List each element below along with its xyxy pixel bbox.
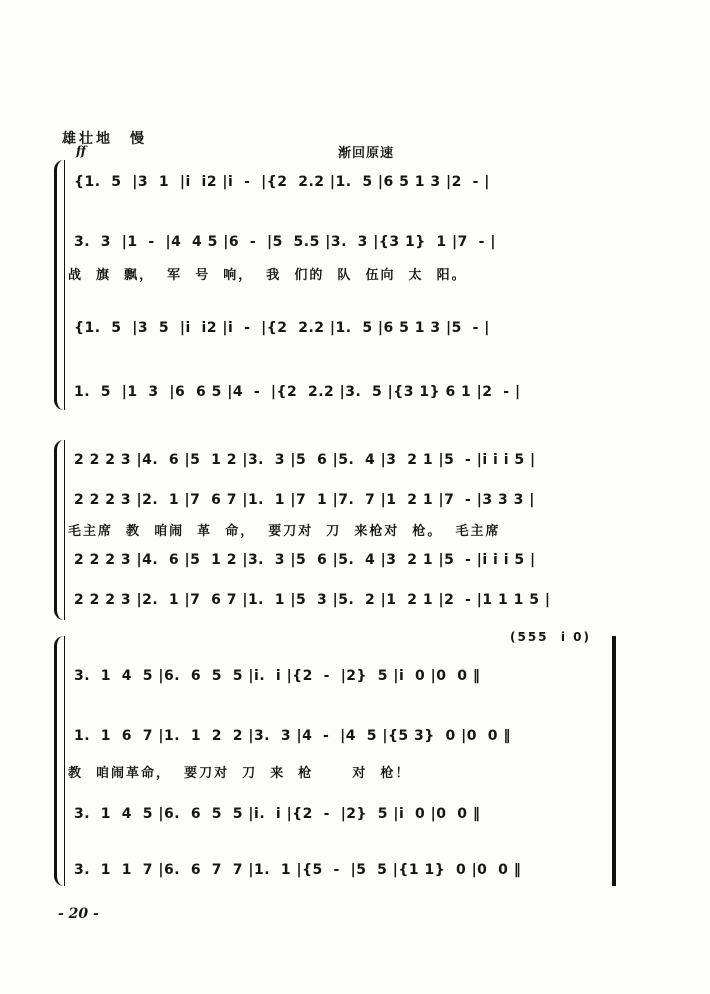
staff-soprano: {1. 5 |3 1 |i i2 |i - |{2 2.2 |1. 5 |6 5 1 3 |2 - | [74,174,490,190]
system-barline [64,160,65,410]
staff-tenor: 2 2 2 3 |4. 6 |5 1 2 |3. 3 |5 6 |5. 4 |3 2 1 |5 - |i i i 5 | [74,552,536,568]
system-brace [54,160,67,410]
score-system-3 [60,630,620,886]
staff-soprano: 2 2 2 3 |4. 6 |5 1 2 |3. 3 |5 6 |5. 4 |3 2 1 |5 - |i i i 5 | [74,452,536,468]
score-system-2 [60,440,620,620]
dynamic-mark: ff [76,144,86,158]
score-system-1 [60,160,620,410]
system-brace [54,440,67,620]
tempo-change: 渐回原速 [338,146,395,161]
lyric-line: 教 咱闹革命， 要刀对 刀 来 枪 对 枪！ [68,766,411,781]
staff-bass: 1. 5 |1 3 |6 6 5 |4 - |{2 2.2 |3. 5 |{3 1} 6 1 |2 - | [74,384,521,400]
staff-alto: 2 2 2 3 |2. 1 |7 6 7 |1. 1 |7 1 |7. 7 |1 2 1 |7 - |3 3 3 | [74,492,535,508]
staff-soprano: 3. 1 4 5 |6. 6 5 5 |i. i |{2 - |2} 5 |i 0 |0 0 ‖ [74,668,481,684]
page-number: - 20 - [58,906,99,922]
system-barline [64,636,65,886]
system-barline [64,440,65,620]
staff-tenor: {1. 5 |3 5 |i i2 |i - |{2 2.2 |1. 5 |6 5 1 3 |5 - | [74,320,490,336]
staff-alto: 1. 1 6 7 |1. 1 2 2 |3. 3 |4 - |4 5 |{5 3} 0 |0 0 ‖ [74,728,511,744]
staff-tenor: 3. 1 4 5 |6. 6 5 5 |i. i |{2 - |2} 5 |i 0 |0 0 ‖ [74,806,481,822]
lyric-line: 战 旗 飘， 军 号 响， 我 们的 队 伍向 太 阳。 [68,268,467,283]
cue-notes: (555 i 0) [510,630,592,644]
staff-alto: 3. 3 |1 - |4 4 5 |6 - |5 5.5 |3. 3 |{3 1} 1 |7 - | [74,234,496,250]
system-brace [54,636,67,886]
lyric-line: 毛主席 教 咱闹 革 命， 要刀对 刀 来枪对 枪。 毛主席 [68,524,501,539]
staff-bass: 2 2 2 3 |2. 1 |7 6 7 |1. 1 |5 3 |5. 2 |1 2 1 |2 - |1 1 1 5 | [74,592,551,608]
staff-bass: 3. 1 1 7 |6. 6 7 7 |1. 1 |{5 - |5 5 |{1 1} 0 |0 0 ‖ [74,862,522,878]
tempo-marking: 雄壮地 慢 [62,131,147,147]
